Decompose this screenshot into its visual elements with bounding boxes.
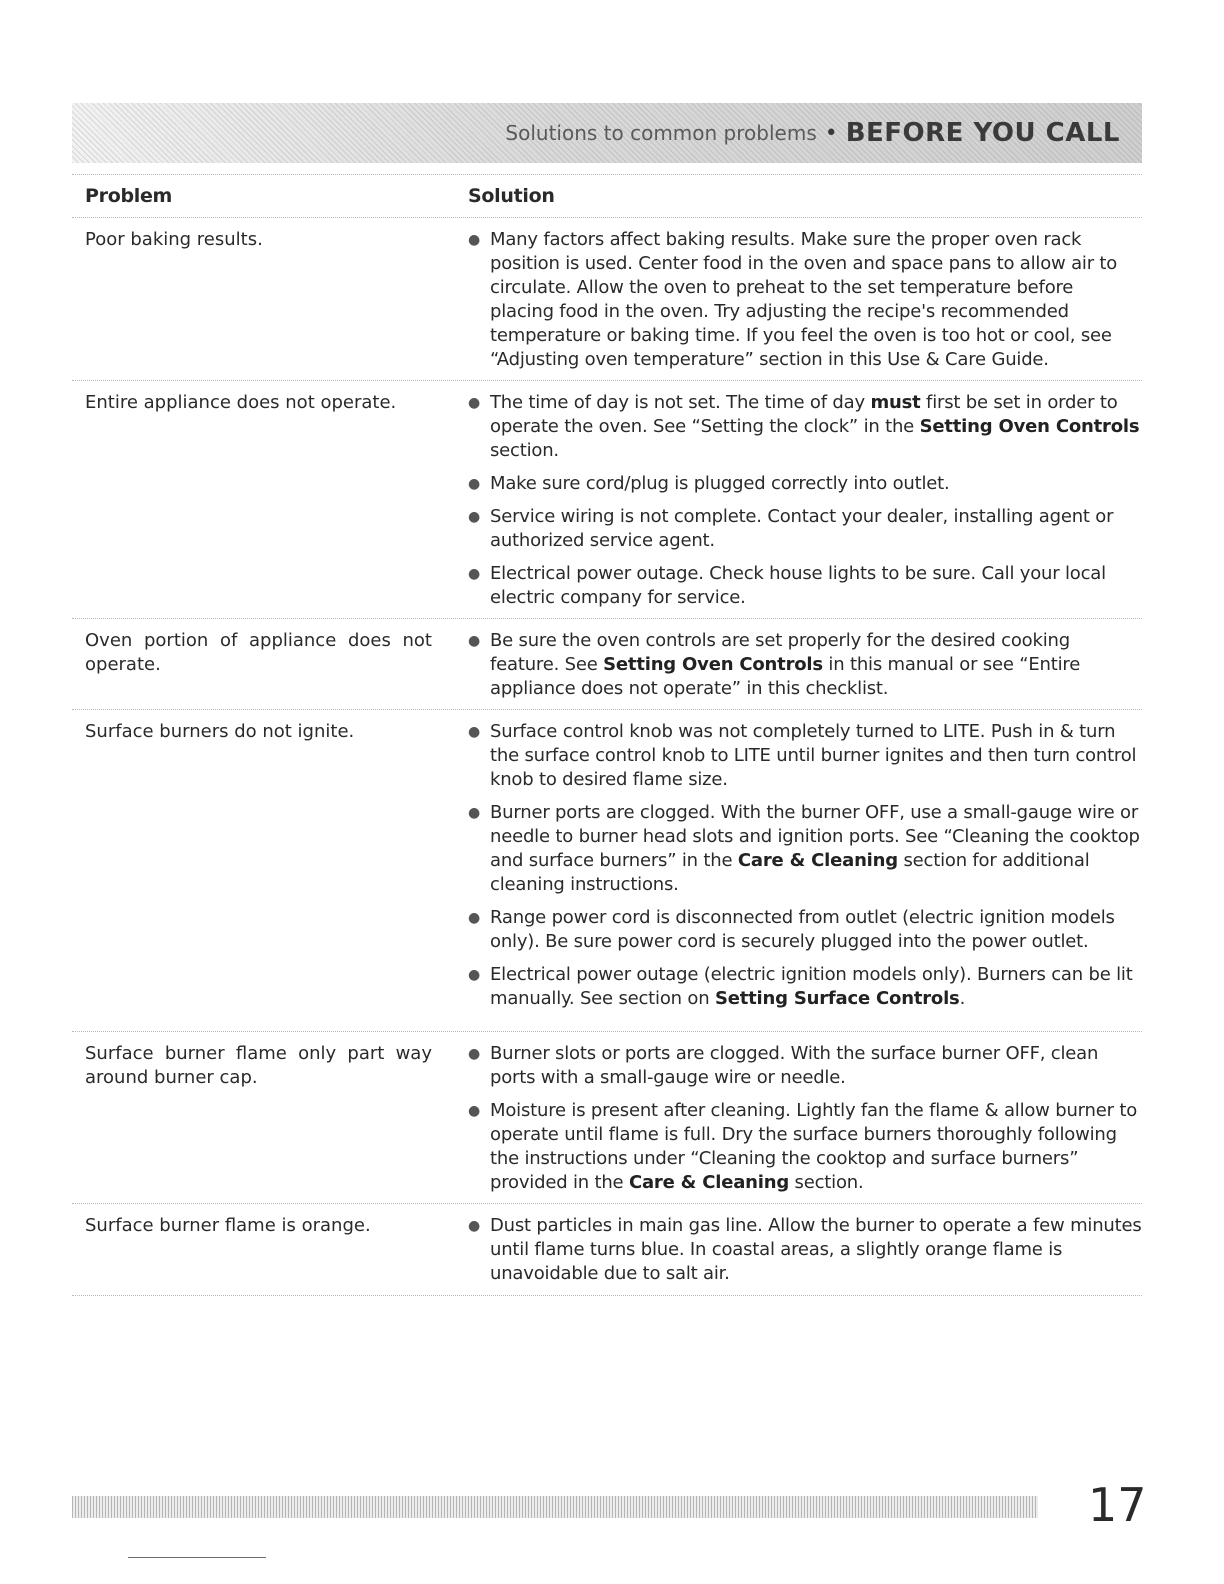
solution-cell [456,381,1142,618]
emphasis-text: Care & Cleaning [737,850,898,871]
emphasis-text: Setting Oven Controls [603,654,823,675]
bullet-icon: ● [468,724,481,740]
table-row [72,619,1142,710]
problem-cell: Poor baking results. [85,229,263,250]
solution-text [490,801,1142,897]
bullet-icon: ● [468,633,481,649]
solution-bullet [468,562,1142,610]
problem-cell: Surface burners do not ignite. [85,721,355,742]
solution-text [490,963,1142,1011]
solution-cell [456,218,1142,380]
table-row [72,381,1142,619]
bullet-icon: ● [468,910,481,926]
bullet-icon: ● [468,1046,481,1062]
solution-bullet [468,963,1142,1011]
text-segment: section. [789,1172,864,1193]
text-segment: first be set in order to operate the oven. See “Setting the clock” in the [490,392,1118,437]
header-solution: Solution [468,185,555,207]
text-segment: Burner ports are clogged. With the burner OFF, use a small-gauge wire or needle to burner head slots and ignition ports. See “Cleaning the cooktop and surface burners” in the [490,802,1140,871]
link-underline [128,1557,266,1558]
text-segment: Electrical power outage (electric ignition models only). Burners can be lit manually. See section on [490,964,1133,1009]
solution-bullet [468,906,1142,954]
solution-text [490,505,1142,553]
emphasis-text: must [870,392,921,413]
banner-subtitle: Solutions to common problems [505,121,817,145]
emphasis-text: Setting Oven Controls [919,416,1140,437]
solution-bullet [468,228,1142,372]
solution-bullet [468,720,1142,792]
solution-cell [456,619,1142,709]
bullet-icon: ● [468,805,481,821]
bullet-icon: ● [468,566,481,582]
text-segment: Many factors affect baking results. Make sure the proper oven rack position is used. Center food in the oven and space pans to allow air to circulate. Allow the oven to preheat to the set temperature before placing food in the oven. Try adjusting the recipe's recommended temperature or baking time. If you feel the oven is too hot or cool, see “Adjusting oven temperature” section in this Use & Care Guide. [490,229,1118,370]
banner-separator: • [824,120,838,146]
banner-title: BEFORE YOU CALL [845,118,1120,148]
problem-cell: Surface burner flame is orange. [85,1215,371,1236]
solution-bullet [468,472,1142,496]
text-segment: Surface control knob was not completely turned to LITE. Push in & turn the surface control knob to LITE until burner ignites and then turn control knob to desired flame size. [490,721,1137,790]
text-segment: in this manual or see “Entire appliance does not operate” in this checklist. [490,654,1081,699]
solution-text [490,472,950,496]
problem-cell: Surface burner flame only part way around burner cap. [85,1043,432,1088]
solution-text [490,629,1142,701]
table-row [72,710,1142,1032]
solution-bullet [468,801,1142,897]
text-segment: . [959,988,966,1009]
solution-text [490,1214,1142,1286]
text-segment: Make sure cord/plug is plugged correctly into outlet. [490,473,950,494]
solution-text [490,228,1142,372]
emphasis-text: Care & Cleaning [628,1172,790,1193]
bullet-icon: ● [468,967,481,983]
table-body [72,218,1142,1296]
solution-cell [456,1204,1142,1295]
section-banner [72,103,1142,163]
solution-cell [456,1032,1142,1203]
solution-text [490,720,1142,792]
text-segment: Electrical power outage. Check house lights to be sure. Call your local electric company for service. [490,563,1106,608]
solution-text [490,391,1142,463]
table-row [72,1204,1142,1296]
text-segment: Moisture is present after cleaning. Lightly fan the flame & allow burner to operate until flame is full. Dry the surface burners thoroughly following the instructions under “Cleaning the cooktop and surface burners” provided in the [490,1100,1138,1193]
text-segment: section. [490,440,559,461]
header-problem: Problem [85,185,173,207]
page-number: 17 [1088,1478,1147,1532]
bullet-icon: ● [468,395,481,411]
solution-text [490,562,1142,610]
solution-cell [456,710,1142,1031]
text-segment: Burner slots or ports are clogged. With the surface burner OFF, clean ports with a small-gauge wire or needle. [490,1043,1099,1088]
solution-bullet [468,629,1142,701]
bullet-icon: ● [468,509,481,525]
text-segment: Dust particles in main gas line. Allow the burner to operate a few minutes until flame turns blue. In coastal areas, a slightly orange flame is unavoidable due to salt air. [490,1215,1142,1284]
table-header [72,174,1142,218]
table-row [72,1032,1142,1204]
emphasis-text: Setting Surface Controls [714,988,960,1009]
table-row [72,218,1142,381]
solution-bullet [468,391,1142,463]
bullet-icon: ● [468,1218,481,1234]
text-segment: Be sure the oven controls are set properly for the desired cooking feature. See [490,630,1070,675]
solution-bullet [468,505,1142,553]
troubleshooting-table [72,174,1142,1296]
text-segment: Range power cord is disconnected from outlet (electric ignition models only). Be sure power cord is securely plugged into the power outlet. [490,907,1115,952]
solution-text [490,1042,1142,1090]
bullet-icon: ● [468,476,481,492]
solution-text [490,906,1142,954]
solution-text [490,1099,1142,1195]
solution-bullet [468,1099,1142,1195]
footer-strip [72,1496,1038,1518]
solution-bullet [468,1042,1142,1090]
bullet-icon: ● [468,232,481,248]
solution-bullet [468,1214,1142,1286]
bullet-icon: ● [468,1103,481,1119]
problem-cell: Oven portion of appliance does not operate. [85,630,432,675]
text-segment: Service wiring is not complete. Contact your dealer, installing agent or authorized service agent. [490,506,1114,551]
problem-cell: Entire appliance does not operate. [85,392,397,413]
text-segment: The time of day is not set. The time of day [490,392,871,413]
text-segment: section for additional cleaning instructions. [490,850,1090,895]
